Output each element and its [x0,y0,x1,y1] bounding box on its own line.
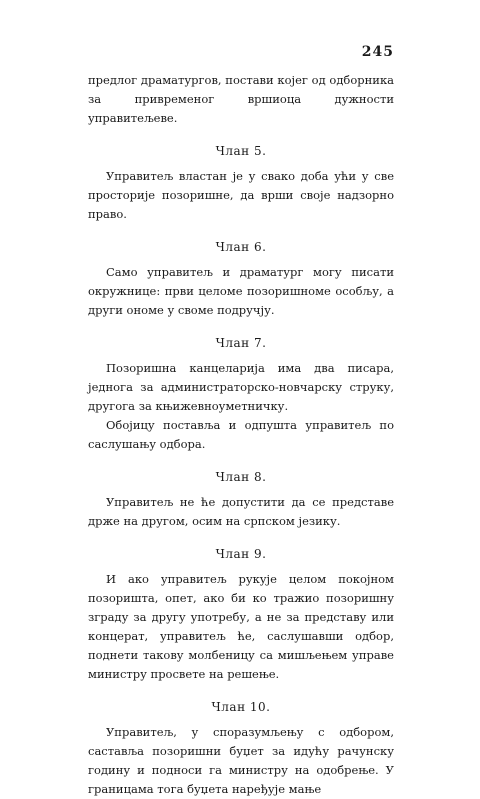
paragraph: Позоришна канцеларија има два писара, једнога за администраторско-новчарску струку, другога за књижевноуметничку. [88,361,394,413]
paragraph: Управитељ властан је у свако доба ући у све просторије позоришне, да врши своје надзорно право. [88,169,394,221]
article-heading: Члан 10. [211,700,271,714]
article-heading: Члан 7. [215,336,267,350]
page-number: 245 [361,44,394,60]
paragraph: Само управитељ и драматург могу писати окружнице: први целоме позоришноме особљу, а други ономе у своме подручју. [88,265,394,317]
body-text [88,71,394,799]
paragraph: предлог драматургов, постави којег од одборника за привременог вршиоца дужности управитељеве. [88,73,394,125]
paragraph: И ако управитељ рукује целом покојном позоришта, опет, ако би ко тражио позоришну зграду за другу употребу, а не за представу или концерат, управитељ ће, саслушавши одбор, поднети такову молбеницу са мишљењем управе министру просвете на решење. [88,572,394,681]
paragraph: Обојицу поставља и одпушта управитељ по саслушању одбора. [88,418,394,451]
article-heading: Члан 8. [215,470,267,484]
paragraph: Управитељ, у споразумљењу с одбором, саставља позоришни буџет за идућу рачунску годину и подноси га министру на одобрење. У границама тога буџета наређује мање [88,725,394,796]
article-heading: Члан 5. [215,144,267,158]
article-heading: Члан 6. [215,240,267,254]
paragraph: Управитељ не ће допустити да се представе држе на другом, осим на српском језику. [88,495,394,528]
article-heading: Члан 9. [215,547,267,561]
